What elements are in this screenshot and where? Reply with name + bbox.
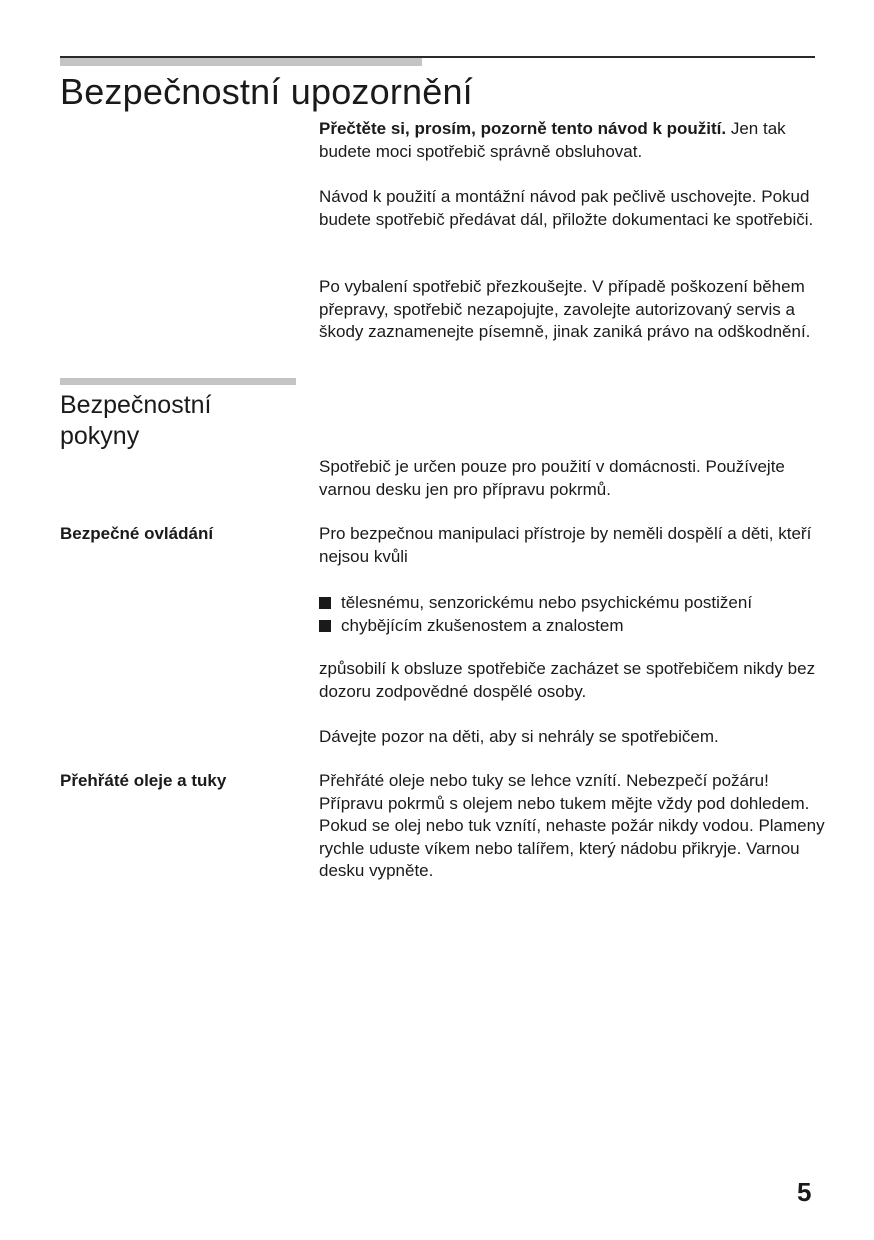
domestic-use-paragraph: Spotřebič je určen pouze pro použití v domácnosti. Používejte varnou desku jen pro přípravu pokrmů. [319,457,785,499]
list-item-text: tělesnému, senzorickému nebo psychickému postižení [341,593,753,612]
safe-operation-label: Bezpečné ovládání [60,524,214,543]
intro-paragraph-1-rest: Jen tak budete moci spotřebič správně obsluhovat. [319,119,786,161]
page-number: 5 [797,1177,812,1207]
intro-paragraph-2: Návod k použití a montážní návod pak pečlivě uschovejte. Pokud budete spotřebič předávat dál, přiložte dokumentaci ke spotřebiči. [319,187,814,229]
impairment-list [319,592,829,637]
list-item-text: chybějícím zkušenostem a znalostem [341,615,624,635]
overheated-oils-label: Přehřáté oleje a tuky [60,771,227,790]
list-item [319,615,829,638]
top-accent-bar [60,58,422,66]
intro-paragraph-1-bold: Přečtěte si, prosím, pozorně tento návod k použití. [319,119,727,138]
square-bullet-icon [319,597,331,609]
square-bullet-icon [319,620,331,632]
section-accent-bar [60,378,296,385]
safe-operation-paragraph-2: způsobilí k obsluze spotřebiče zacházet se spotřebičem nikdy bez dozoru zodpovědné dospělé osoby. [319,659,816,701]
safe-operation-paragraph-1: Pro bezpečnou manipulaci přístroje by neměli dospělí a děti, kteří nejsou kvůli [319,524,812,566]
list-item [319,592,829,615]
intro-paragraph-3: Po vybalení spotřebič přezkoušejte. V případě poškození během přepravy, spotřebič nezapojujte, zavolejte autorizovaný servis a škody zaznamenejte písemně, jinak zaniká právo na odškodnění. [319,277,811,341]
intro-paragraph-1 [319,118,829,163]
page-title: Bezpečnostní upozornění [60,71,473,112]
safe-operation-paragraph-3: Dávejte pozor na děti, aby si nehrály se spotřebičem. [319,727,719,746]
section-title: Bezpečnostní pokyny [60,391,212,450]
overheated-oils-paragraph: Přehřáté oleje nebo tuky se lehce vznítí. Nebezpečí požáru! Přípravu pokrmů s olejem nebo tukem mějte vždy pod dohledem. Pokud se olej nebo tuk vznítí, nehaste požár nikdy vodou. Plameny rychle uduste víkem nebo talířem, který nádobu přikryje. Varnou desku vypněte. [319,771,825,880]
